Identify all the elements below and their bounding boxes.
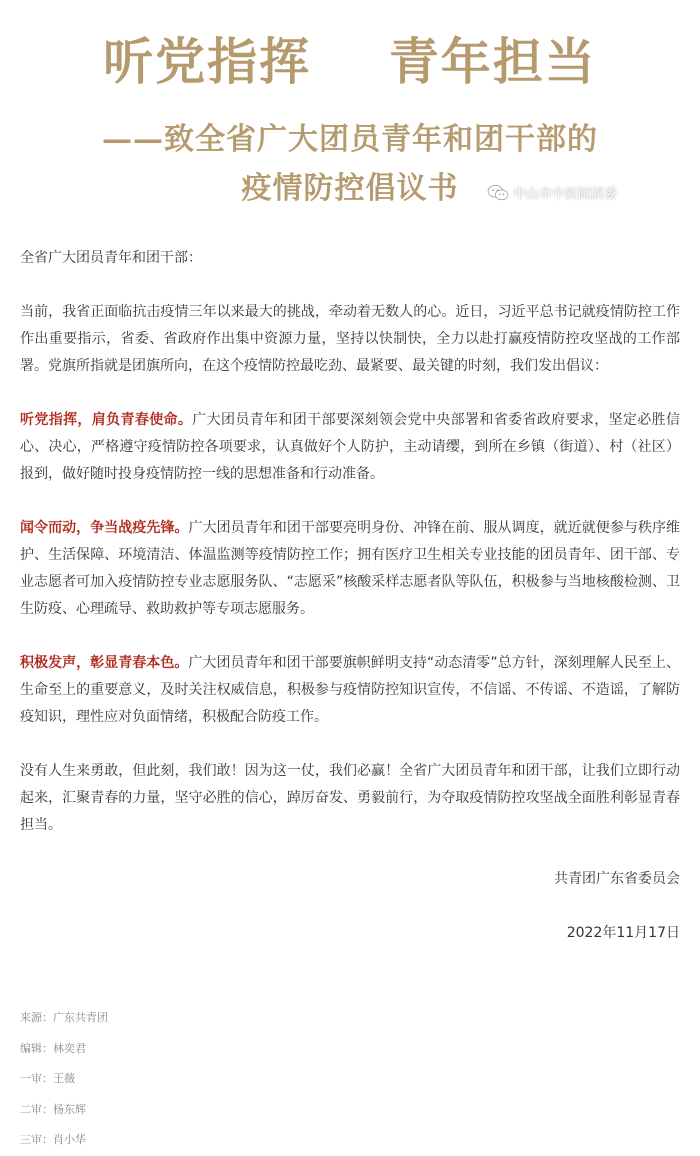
point-body: 广大团员青年和团干部要深刻领会党中央部署和省委省政府要求，坚定必胜信心、决心，严格遵守疫情防控各项要求，认真做好个人防护，主动请缨，到所在乡镇（街道）、村（社区）报到，做好随时投身疫情防控一线的思想准备和行动准备。 [20,412,681,482]
banner-title [0,22,700,94]
wechat-watermark [487,183,617,202]
point-paragraph-1 [20,407,680,488]
meta-review-3: 三审：肖小华 [20,1133,86,1146]
wechat-icon [487,184,509,202]
article-meta [20,1003,108,1156]
point-body: 广大团员青年和团干部要旗帜鲜明支持“动态清零”总方针，深刻理解人民至上、生命至上的重要意义，及时关注权威信息，积极参与疫情防控知识宣传，不信谣、不传谣、不造谣，了解防疫知识，理性应对负面情绪，积极配合防疫工作。 [20,655,680,725]
signature-date: 2022年11月17日 [566,925,680,941]
banner-title-left: 听党指挥 [103,32,312,91]
point-heading: 闻令而动，争当战疫先锋。 [20,520,189,536]
point-paragraph-2 [20,515,680,623]
point-body: 广大团员青年和团干部要亮明身份、冲锋在前、服从调度，就近就便参与秩序维护、生活保障、环境清洁、体温监测等疫情防控工作；拥有医疗卫生相关专业技能的团员青年、团干部、专业志愿者可加入疫情防控专业志愿服务队、“志愿采”核酸采样志愿者队等队伍，积极参与当地核酸检测、卫生防疫、心理疏导、救助救护等专项志愿服务。 [20,520,681,617]
point-heading: 积极发声，彰显青春本色。 [20,655,189,671]
intro-paragraph: 当前，我省正面临抗击疫情三年以来最大的挑战，牵动着无数人的心。近日，习近平总书记就疫情防控工作作出重要指示，省委、省政府作出集中资源力量，坚持以快制快，全力以赴打赢疫情防控攻坚战的工作部署。党旗所指就是团旗所向，在这个疫情防控最吃劲、最紧要、最关键的时刻，我们发出倡议： [20,304,680,374]
banner-subtitle-line1: ——致全省广大团员青年和团干部的 [102,122,598,157]
meta-source: 来源：广东共青团 [20,1011,108,1024]
banner-subtitle-line2: 疫情防控倡议书 [241,171,459,206]
point-heading: 听党指挥，肩负青春使命。 [20,412,193,428]
watermark-text: 中山市中医院团委 [513,187,618,202]
point-paragraph-3 [20,650,680,731]
letter-body [20,245,680,974]
salutation: 全省广大团员青年和团干部： [20,250,202,266]
header-banner [0,0,700,225]
signature-org: 共青团广东省委员会 [554,871,680,887]
meta-review-1: 一审：王薇 [20,1072,75,1085]
meta-editor: 编辑：林奕君 [20,1041,86,1055]
meta-review-2: 二审：杨东辉 [20,1102,86,1116]
banner-title-right: 青年担当 [388,32,597,91]
closing-paragraph: 没有人生来勇敢，但此刻，我们敢！因为这一仗，我们必赢！全省广大团员青年和团干部，让我们立即行动起来，汇聚青春的力量，坚守必胜的信心，踔厉奋发、勇毅前行，为夺取疫情防控攻坚战全面胜利彰显青春担当。 [20,763,680,833]
